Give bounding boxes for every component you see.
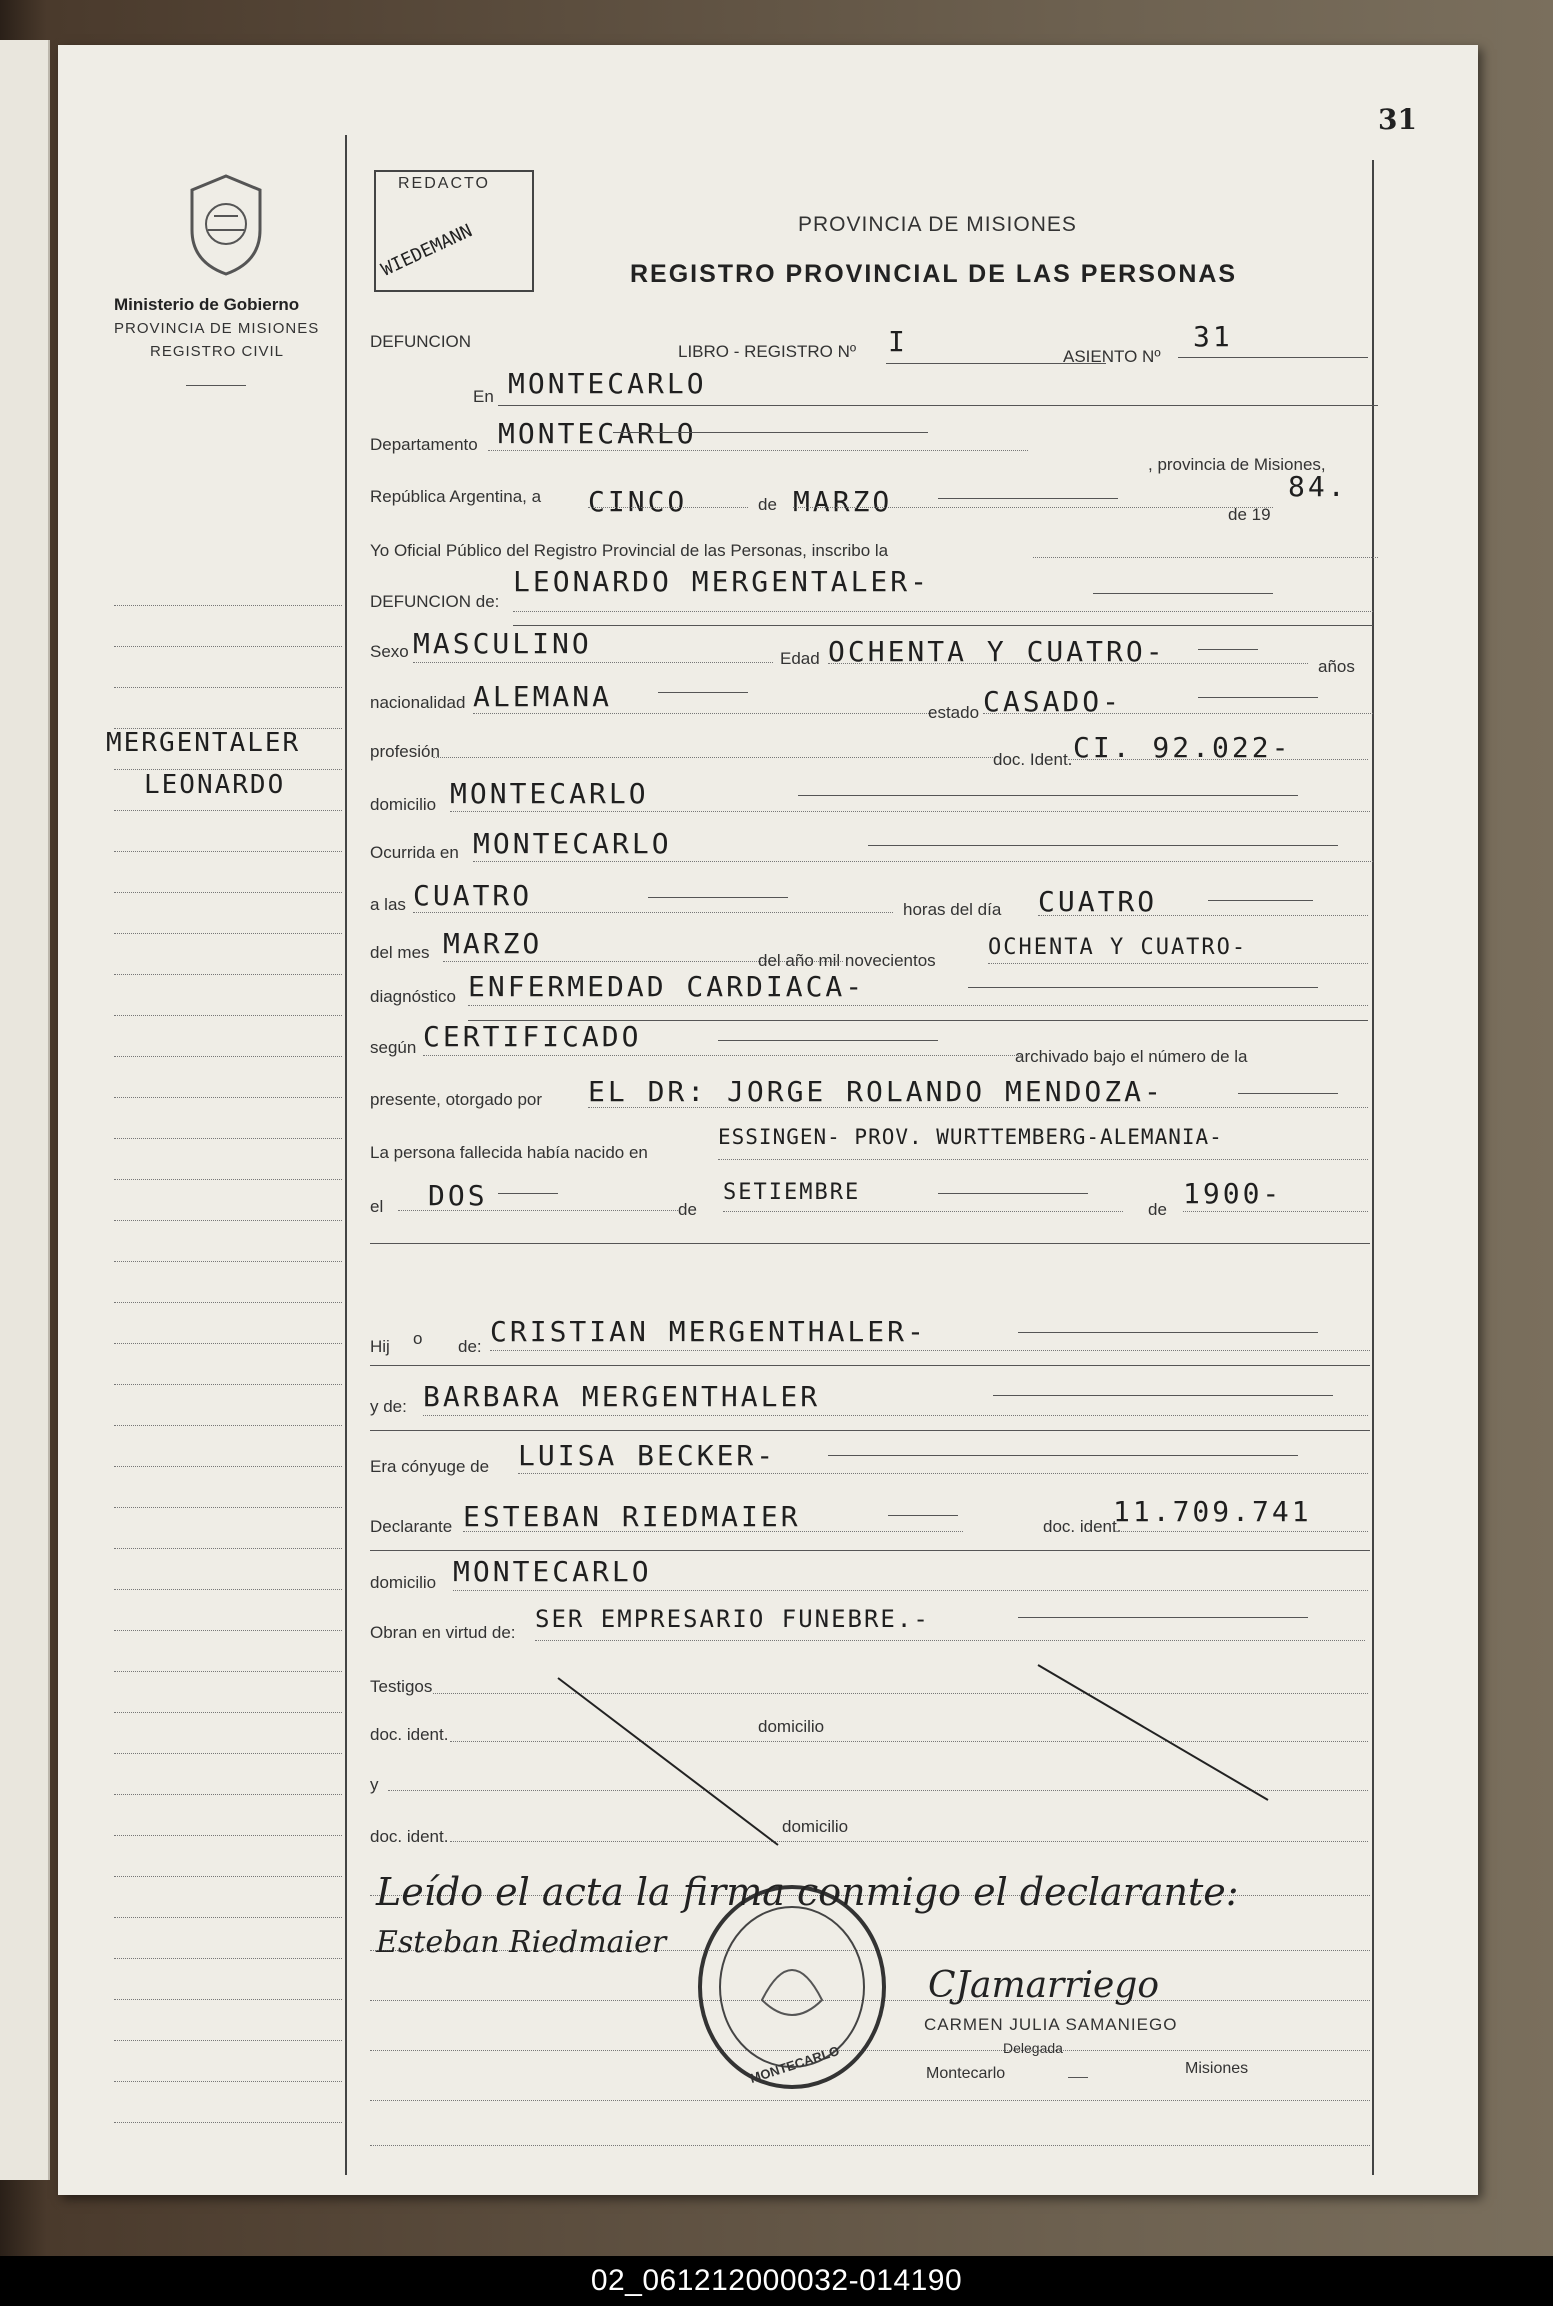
form-rule [468,1005,1368,1006]
hijo-de-label: de: [458,1337,482,1356]
nacionalidad-value: ALEMANA [473,680,613,713]
margin-rule [114,2040,342,2041]
margin-rule [114,2122,342,2123]
el-label: el [370,1197,384,1216]
estado-value: CASADO- [983,685,1123,718]
form-rule [588,1107,1368,1108]
margin-rule [114,1876,342,1877]
sexo-label: Sexo [370,642,409,661]
edad-value: OCHENTA Y CUATRO- [828,635,1166,668]
official-province: Misiones [1185,2060,1249,2077]
declarante-label: Declarante [370,1517,453,1536]
conyuge-value: LUISA BECKER- [518,1439,777,1472]
presente-label: presente, otorgado por [370,1090,543,1109]
margin-rule [114,646,342,647]
margin-rule [114,974,342,975]
decl-domicilio-value: MONTECARLO [453,1555,652,1588]
form-rule [983,713,1373,714]
seal-text: MONTECARLO [747,2042,842,2087]
margin-rule [114,1138,342,1139]
anio-value: OCHENTA Y CUATRO- [988,935,1248,960]
form-rule [968,987,1318,988]
coat-of-arms-icon [178,170,274,280]
official-place: Montecarlo [926,2065,1006,2082]
redacto-label: REDACTO [398,175,490,192]
margin-rule [114,1097,342,1098]
form-rule [370,2145,1370,2146]
estado-label: estado [928,703,980,722]
margin-rule [114,1220,342,1221]
delmes-value: MARZO [443,927,543,960]
left-vertical-rule [345,135,347,2175]
obran-value: SER EMPRESARIO FUNEBRE.- [535,1605,930,1633]
form-rule [473,861,1373,862]
form-rule [648,897,788,898]
left-page-edge [0,40,50,2180]
form-rule [513,611,1373,612]
t2-doc-label: doc. ident. [370,1827,449,1846]
margin-surname: MERGENTALER [106,728,301,758]
margin-rule [114,1958,342,1959]
form-rule [718,1159,1368,1160]
margin-rule [114,2081,342,2082]
margin-rule [114,1466,342,1467]
hijo-suffix: o [413,1329,423,1348]
margin-rule [114,1917,342,1918]
form-rule [370,1365,1370,1366]
form-rule [1018,1617,1308,1618]
delmes-label: del mes [370,943,430,962]
doc-label: doc. Ident. [993,750,1073,769]
form-rule [423,1415,1368,1416]
de2-label: de [678,1200,697,1219]
asiento-value: 31 [1193,320,1233,353]
libro-value: I [888,325,908,358]
margin-rule [114,728,342,729]
margin-rule [114,1835,342,1836]
type-label: DEFUNCION [370,332,472,351]
decl-doc-label: doc. ident. [1043,1517,1122,1536]
padre-value: CRISTIAN MERGENTHALER- [490,1315,927,1348]
t-domicilio-label: domicilio [758,1717,825,1736]
segun-value: CERTIFICADO [423,1020,642,1053]
margin-rule [114,1425,342,1426]
form-rule [370,1550,1370,1551]
archivado-label: archivado bajo el número de la [1015,1047,1248,1066]
form-rule [450,811,1370,812]
form-rule [398,1210,678,1211]
horas-label: horas del día [903,900,1002,919]
form-rule [473,713,933,714]
margin-rule [114,1015,342,1016]
form-rule [613,432,928,433]
ocurrida-value: MONTECARLO [473,827,672,860]
official-title: Delegada [1003,2040,1063,2056]
form-rule [413,662,773,663]
provincia-suffix: , provincia de Misiones, [1148,455,1326,474]
margin-rule [114,1999,342,2000]
form-rule [988,963,1368,964]
form-rule [718,1040,938,1041]
republica-label: República Argentina, a [370,487,542,506]
y-label: y [370,1775,379,1794]
form-rule [1178,357,1368,358]
el-value: DOS [428,1179,488,1212]
margin-rule [114,1384,342,1385]
defuncion-de-value: LEONARDO MERGENTALER- [513,565,931,598]
form-rule [370,1243,1370,1244]
form-rule [1198,649,1258,650]
diagnostico-label: diagnóstico [370,987,457,1006]
form-rule [1068,759,1368,760]
ministry-label: Ministerio de Gobierno [114,295,300,314]
form-rule [1183,1211,1368,1212]
form-rule [513,625,1373,626]
nac-anio-value: 1900- [1183,1177,1283,1210]
testigos-label: Testigos [370,1677,433,1696]
form-rule [463,1531,963,1532]
alas-value: CUATRO [413,879,533,912]
margin-rule [114,1548,342,1549]
margin-rule [114,892,342,893]
oficial-text: Yo Oficial Público del Registro Provincial de las Personas, inscribo la [370,541,889,560]
form-rule [828,1455,1298,1456]
form-rule [1113,1531,1368,1532]
nacido-label: La persona fallecida había nacido en [370,1143,648,1162]
form-rule [423,1055,1023,1056]
t2-domicilio-label: domicilio [782,1817,849,1836]
official-name: CARMEN JULIA SAMANIEGO [924,2015,1178,2034]
form-rule [433,757,993,758]
profesion-label: profesión [370,742,440,761]
form-rule [490,1350,1370,1351]
closing-text: Leído el acta la firma conmigo el declarante: [376,1870,1239,1914]
alas-label: a las [370,895,406,914]
presente-value: EL DR: JORGE ROLANDO MENDOZA- [588,1075,1164,1108]
madre-value: BARBARA MERGENTHALER [423,1380,821,1413]
form-rule [518,1473,1368,1474]
decl-doc-value: 11.709.741 [1113,1495,1312,1528]
nacionalidad-label: nacionalidad [370,693,466,712]
domicilio-label: domicilio [370,795,437,814]
margin-rule [114,1056,342,1057]
declarant-signature: Esteban Riedmaier [376,1925,667,1960]
edad-label: Edad [780,649,820,668]
de19-label: de 19 [1228,505,1271,524]
mes-value: MARZO [793,485,893,518]
form-rule [888,1515,958,1516]
witness-strike-marks [478,1660,1298,1880]
form-rule [498,1193,558,1194]
nac-mes-value: SETIEMBRE [723,1180,861,1205]
margin-rule [114,1343,342,1344]
margin-rule [114,769,342,770]
form-rule [723,1211,1123,1212]
margin-rule [114,1753,342,1754]
footer-image-id: 02_061212000032-014190 [0,2256,1553,2306]
form-rule [1033,557,1378,558]
form-rule [370,1430,1370,1431]
civil-registry-label: REGISTRO CIVIL [150,343,285,360]
form-rule [1018,1332,1318,1333]
right-vertical-rule [1372,160,1374,2175]
yde-label: y de: [370,1397,407,1416]
sexo-value: MASCULINO [413,627,592,660]
anos-label: años [1318,657,1355,676]
obran-label: Obran en virtud de: [370,1623,516,1642]
nacido-value: ESSINGEN- PROV. WURTTEMBERG-ALEMANIA- [718,1125,1223,1149]
asiento-label: ASIENTO Nº [1063,347,1161,366]
redacto-signature: WIEDEMANN [378,220,476,281]
form-rule [938,498,1118,499]
official-signature: CJamarriego [928,1965,1159,2006]
form-rule [498,405,1378,406]
form-rule [453,1590,1368,1591]
margin-rule [114,1589,342,1590]
form-rule [370,2100,1370,2101]
dia-value: CINCO [588,485,688,518]
margin-rule [114,1712,342,1713]
margin-rule [114,1671,342,1672]
form-rule [588,507,748,508]
form-rule [938,1193,1088,1194]
form-rule [793,507,1273,508]
ocurrida-label: Ocurrida en [370,843,459,862]
province-label: PROVINCIA DE MISIONES [114,320,320,337]
defuncion-de-label: DEFUNCION de: [370,592,500,611]
form-rule [1093,593,1273,594]
margin-rule [114,605,342,606]
t-doc-label: doc. ident. [370,1725,449,1744]
form-rule [1208,900,1313,901]
margin-rule [114,1302,342,1303]
registry-title: REGISTRO PROVINCIAL DE LAS PERSONAS [630,260,1238,288]
margin-rule [114,810,342,811]
page-number: 31 [1378,103,1417,136]
anio-label: del año mil novecientos [758,951,936,970]
margin-rule [114,851,342,852]
margin-rule [114,1794,342,1795]
margin-given-name: LEONARDO [144,770,286,800]
departamento-value: MONTECARLO [498,417,697,450]
de1-label: de [758,495,777,514]
en-label: En [473,387,494,406]
margin-rule [114,933,342,934]
form-rule [868,845,1338,846]
year-value: 84. [1288,470,1348,503]
diagnostico-value: ENFERMEDAD CARDIACA- [468,970,866,1003]
province-title: PROVINCIA DE MISIONES [798,213,1077,236]
form-rule [488,450,1028,451]
form-rule [1038,915,1368,916]
margin-rule [114,1261,342,1262]
de3-label: de [1148,1200,1167,1219]
margin-rule [114,1630,342,1631]
departamento-label: Departamento [370,435,478,454]
form-rule [828,663,1308,664]
margin-rule [114,1179,342,1180]
form-rule [1238,1093,1338,1094]
form-rule [413,912,893,913]
form-rule [798,795,1298,796]
decl-domicilio-label: domicilio [370,1573,437,1592]
form-rule [658,692,748,693]
domicilio-value: MONTECARLO [450,777,649,810]
margin-rule [114,687,342,688]
libro-label: LIBRO - REGISTRO Nº [678,342,857,361]
segun-label: según [370,1038,417,1057]
form-rule [535,1640,1365,1641]
doc-value: CI. 92.022- [1073,731,1292,764]
form-rule [1198,697,1318,698]
declarante-value: ESTEBAN RIEDMAIER [463,1500,801,1533]
horas-value: CUATRO [1038,885,1158,918]
hijo-label: Hij [370,1337,390,1356]
conyuge-label: Era cónyuge de [370,1457,490,1476]
margin-rule [114,1507,342,1508]
document-page [58,45,1478,2195]
form-rule [993,1395,1333,1396]
en-value: MONTECARLO [508,367,707,400]
